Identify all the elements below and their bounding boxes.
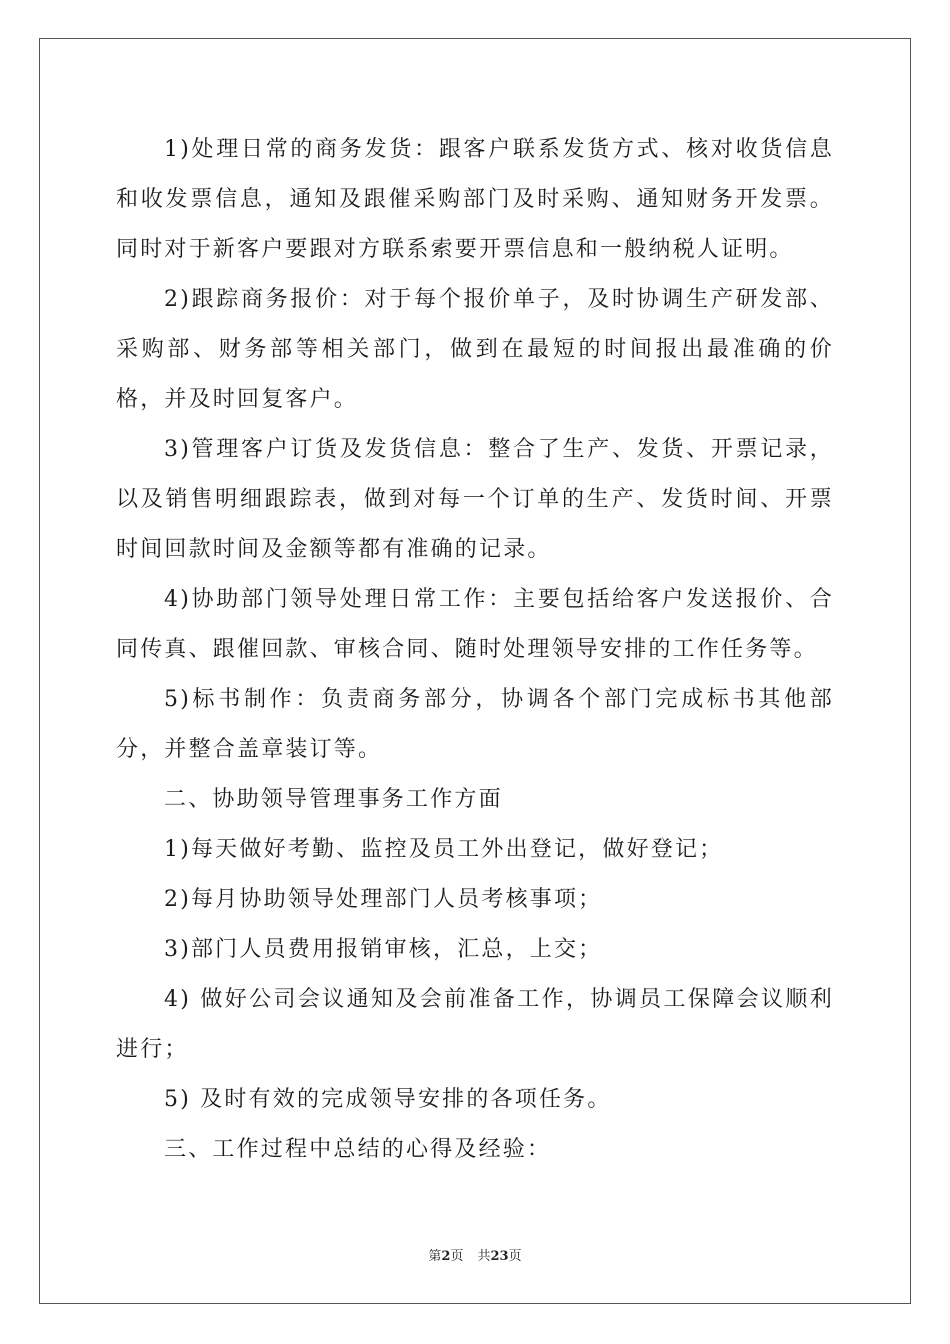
paragraph-1: 1)处理日常的商务发货：跟客户联系发货方式、核对收货信息和收发票信息，通知及跟催采购部门及时采购、通知财务开发票。同时对于新客户要跟对方联系索要开票信息和一般纳税人证明。 [116,137,834,262]
paragraph-6: 1)每天做好考勤、监控及员工外出登记，做好登记； [164,837,724,862]
section-heading-2: 二、协助领导管理事务工作方面 [164,787,503,812]
total-suffix: 页 [508,1249,522,1264]
paragraph-9: 4) 做好公司会议通知及会前准备工作，协调员工保障会议顺利进行； [116,987,834,1062]
total-prefix: 共 [477,1249,491,1264]
page-suffix: 页 [450,1249,464,1264]
page-prefix: 第 [428,1249,442,1264]
paragraph-2: 2)跟踪商务报价：对于每个报价单子，及时协调生产研发部、采购部、财务部等相关部门，做到在最短的时间报出最准确的价格，并及时回复客户。 [116,287,834,412]
page-number: 2 [441,1249,451,1264]
paragraph-10: 5) 及时有效的完成领导安排的各项任务。 [164,1087,612,1112]
paragraph-3: 3)管理客户订货及发货信息：整合了生产、发货、开票记录，以及销售明细跟踪表，做到对每一个订单的生产、发货时间、开票时间回款时间及金额等都有准确的记录。 [116,437,834,562]
paragraph-5: 5)标书制作：负责商务部分，协调各个部门完成标书其他部分，并整合盖章装订等。 [116,687,834,762]
paragraph-4: 4)协助部门领导处理日常工作：主要包括给客户发送报价、合同传真、跟催回款、审核合同、随时处理领导安排的工作任务等。 [116,587,834,662]
page-footer [0,1249,950,1265]
total-pages: 23 [490,1249,509,1264]
section-heading-3: 三、工作过程中总结的心得及经验： [164,1137,552,1162]
paragraph-8: 3)部门人员费用报销审核，汇总，上交； [164,937,603,962]
document-body [116,125,834,1175]
paragraph-7: 2)每月协助领导处理部门人员考核事项； [164,887,603,912]
